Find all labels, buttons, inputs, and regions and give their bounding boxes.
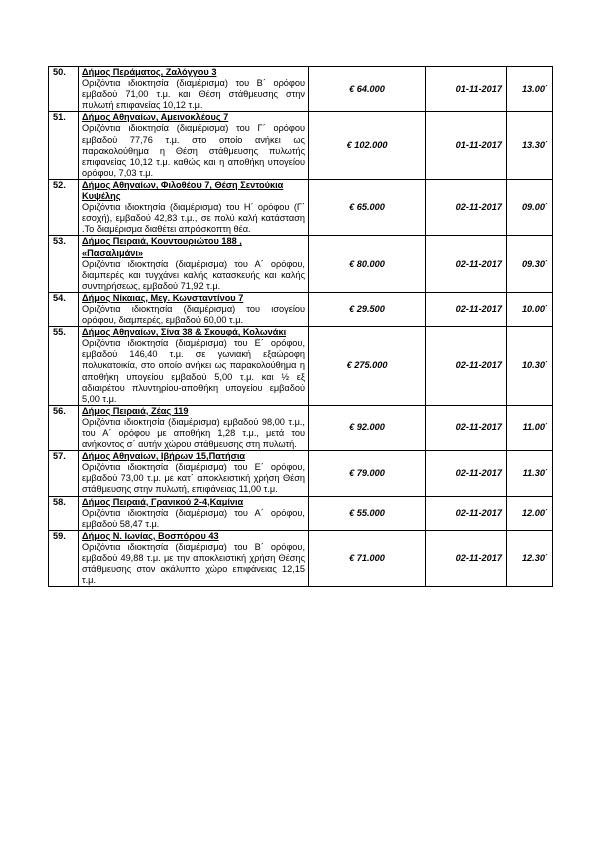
starting-price: € 55.000 (309, 496, 426, 530)
property-address: Δήμος Ν. Ιωνίας, Βοσπόρου 43 (82, 530, 219, 541)
row-number: 58. (49, 496, 79, 530)
auction-time: 13.30΄ (507, 112, 553, 180)
table-row (49, 451, 553, 496)
auction-date: 02-11-2017 (426, 236, 507, 292)
table-row (49, 496, 553, 530)
auction-time: 13.00΄ (507, 67, 553, 112)
property-auction-table (48, 66, 553, 587)
auction-date: 02-11-2017 (426, 530, 507, 586)
auction-time: 10.30΄ (507, 327, 553, 406)
table-row (49, 67, 553, 112)
property-description (79, 405, 309, 450)
property-address: Δήμος Αθηναίων, Αμεινοκλέους 7 (82, 112, 229, 123)
property-description (79, 236, 309, 292)
property-description (79, 530, 309, 586)
property-description (79, 327, 309, 406)
auction-date: 01-11-2017 (426, 112, 507, 180)
auction-time: 11.00΄ (507, 405, 553, 450)
auction-date: 02-11-2017 (426, 451, 507, 496)
table-row (49, 530, 553, 586)
property-details: Οριζόντια ιδιοκτησία (διαμέρισμα) του Β΄ ορόφου εμβαδού 71,00 τ.μ. και Θέση στάθμευσης στην πυλωτή επιφανείας 10,12 τ.μ. (82, 78, 305, 111)
row-number: 53. (49, 236, 79, 292)
property-address: Δήμος Αθηναίων, Σίνα 38 & Σκουφά, Κολωνάκι (82, 327, 287, 338)
property-details: Οριζόντια ιδιοκτησία (διαμέρισμα) του Α΄ ορόφου, διαμπερές και τυγχάνει καλής κατασκευής και καλής συντηρήσεως, εμβαδού 71,92 τ.μ. (82, 258, 305, 291)
auction-time: 09.30΄ (507, 236, 553, 292)
table-row (49, 112, 553, 180)
auction-time: 10.00΄ (507, 292, 553, 326)
starting-price: € 102.000 (309, 112, 426, 180)
row-number: 54. (49, 292, 79, 326)
property-details: Οριζόντια ιδιοκτησία (διαμέρισμα) του Ε΄ ορόφου, εμβαδού 73,00 τ.μ. με κατ΄ αποκλειστική χρήση Θέση στάθμευσης στην πυλωτή, επιφάνειας 11,00 τ.μ. (82, 462, 305, 495)
property-description (79, 292, 309, 326)
auction-date: 02-11-2017 (426, 179, 507, 235)
row-number: 56. (49, 405, 79, 450)
property-description (79, 451, 309, 496)
property-description (79, 67, 309, 112)
table-row (49, 292, 553, 326)
row-number: 51. (49, 112, 79, 180)
auction-date: 02-11-2017 (426, 496, 507, 530)
row-number: 57. (49, 451, 79, 496)
property-address: Δήμος Νίκαιας, Μεγ. Κωνσταντίνου 7 (82, 292, 244, 303)
property-address: Δήμος Αθηναίων, Ιβήρων 15,Πατήσια (82, 451, 246, 462)
property-description (79, 112, 309, 180)
property-details: Οριζόντια ιδιοκτησία (διαμέρισμα) του Β΄ ορόφου, εμβαδού 49,88 τ.μ. με την αποκλειστική χρήση Θέσης στάθμευσης στον ακάλυπτο χώρο επιφάνειας 12,15 τ.μ. (82, 541, 305, 586)
auction-date: 02-11-2017 (426, 292, 507, 326)
auction-date: 02-11-2017 (426, 327, 507, 406)
auction-time: 09.00΄ (507, 179, 553, 235)
property-details: Οριζόντια ιδιοκτησία (διαμέρισμα) του Ε΄ ορόφου, εμβαδού 146,40 τ.μ. σε γωνιακή εξαώροφη πολυκατοικία, στο οποίο ανήκει ως παρακολούθημα η αποθήκη υπογείου εμβαδού 5,00 τ.μ. και ½ εξ αδιαιρέτου πλυντηρίου-αποθήκη υπογείου εμβαδού 5,00 τ.μ. (82, 338, 305, 404)
auction-date: 02-11-2017 (426, 405, 507, 450)
starting-price: € 29.500 (309, 292, 426, 326)
property-address: Δήμος Αθηναίων, Φιλοθέου 7, Θέση Σεντούκια Κυψέλης (82, 179, 284, 202)
starting-price: € 64.000 (309, 67, 426, 112)
auction-time: 12.30΄ (507, 530, 553, 586)
row-number: 59. (49, 530, 79, 586)
starting-price: € 275.000 (309, 327, 426, 406)
property-details: Οριζόντια ιδιοκτησία (διαμέρισμα) του Α΄ ορόφου, εμβαδού 58,47 τ.μ. (82, 507, 305, 529)
property-details: Οριζόντια ιδιοκτησία (διαμέρισμα) εμβαδού 98,00 τ.μ., του Α΄ ορόφου με αποθήκη 1,28 τ.μ., μετά του ανήκοντος σ΄ αυτήν χώρου στάθμευσης στη πυλωτή. (82, 416, 305, 450)
starting-price: € 79.000 (309, 451, 426, 496)
row-number: 50. (49, 67, 79, 112)
table-row (49, 327, 553, 406)
property-details: Οριζόντια ιδιοκτησία (διαμέρισμα) του Γ΄ ορόφου εμβαδού 77,76 τ.μ. στο οποίο ανήκει ως παρακολούθημα η Θέση στάθμευσης πυλωτής επιφανείας 10,12 τ.μ. καθώς και η αποθήκη υπογείου ορόφου, 7,03 τ.μ. (82, 123, 305, 178)
property-address: Δήμος Πειραιά, Κουντουριώτου 188 , «Πασαλιμάνι» (82, 236, 242, 258)
row-number: 55. (49, 327, 79, 406)
auction-date: 01-11-2017 (426, 67, 507, 112)
starting-price: € 71.000 (309, 530, 426, 586)
property-description (79, 496, 309, 530)
starting-price: € 65.000 (309, 179, 426, 235)
auction-time: 12.00΄ (507, 496, 553, 530)
property-address: Δήμος Περάματος, Ζαλόγγου 3 (82, 67, 217, 77)
row-number: 52. (49, 179, 79, 235)
starting-price: € 92.000 (309, 405, 426, 450)
table-row (49, 236, 553, 292)
property-details: Οριζόντια ιδιοκτησία (διαμέρισμα) του Η΄ ορόφου (Γ΄ εσοχή), εμβαδού 42,83 τ.μ., σε πολύ καλή κατάσταση .Το διαμέρισμα διαθέτει απρόσκοπτη θέα. (82, 202, 305, 235)
auction-time: 11.30΄ (507, 451, 553, 496)
property-description (79, 179, 309, 235)
property-address: Δήμος Πειραιά, Γρανικού 2-4,Καμίνια (82, 496, 244, 507)
property-details: Οριζόντια ιδιοκτησία (διαμέρισμα) του ισογείου ορόφου, διαμπερές, εμβαδού 60,00 τ.μ. (82, 303, 305, 326)
starting-price: € 80.000 (309, 236, 426, 292)
table-row (49, 179, 553, 235)
table-row (49, 405, 553, 450)
property-address: Δήμος Πειραιά, Ζέας 119 (82, 405, 189, 416)
